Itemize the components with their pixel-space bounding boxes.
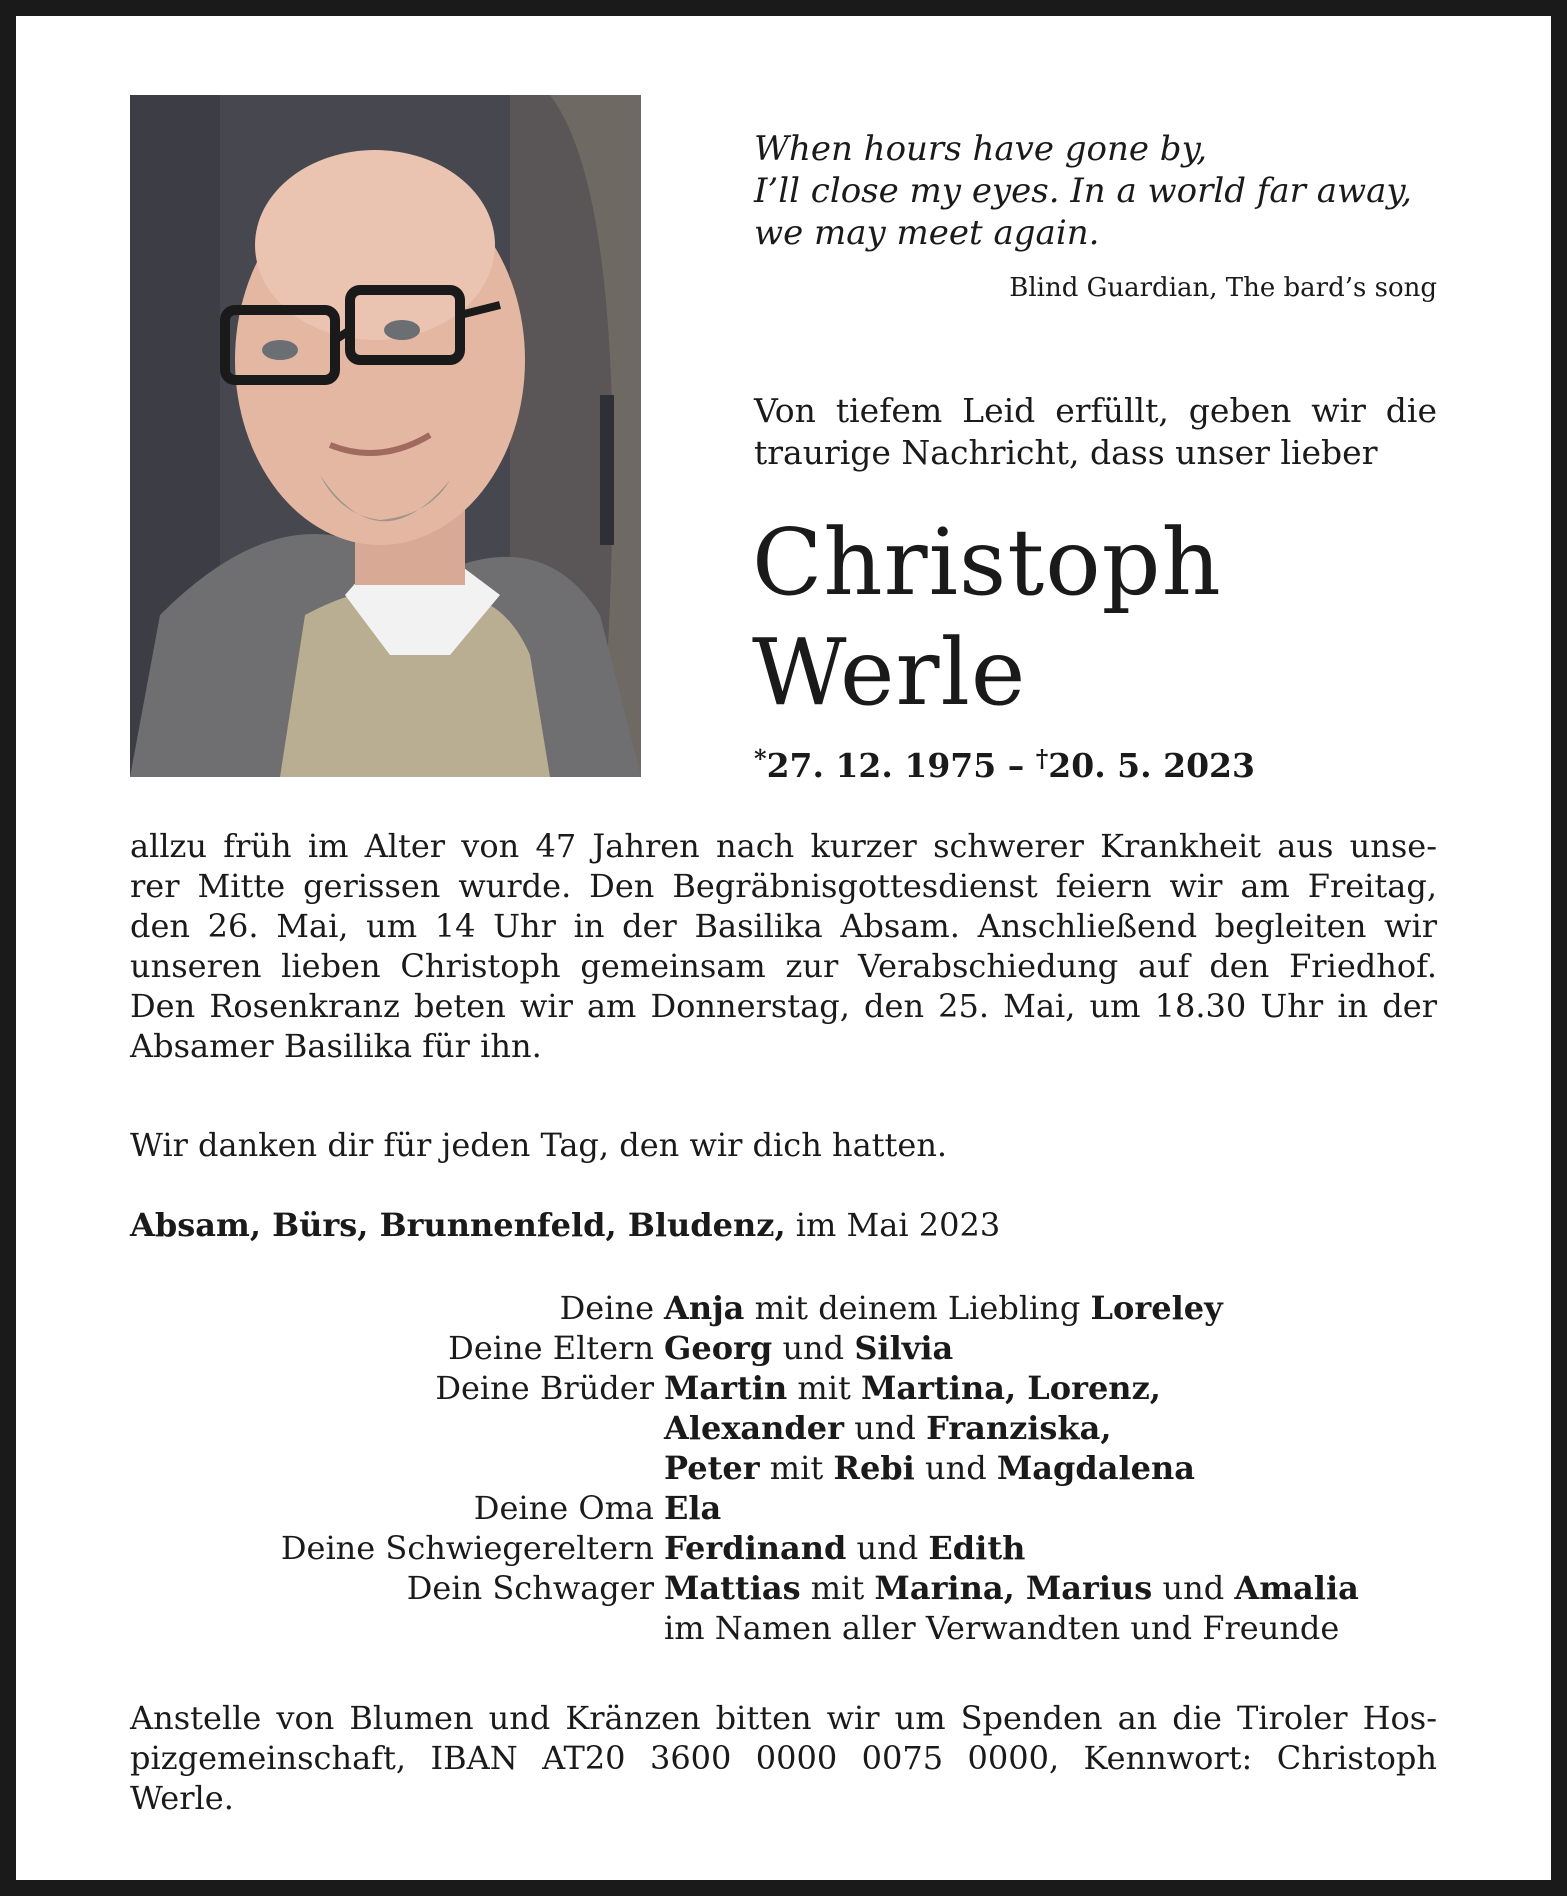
connector: und <box>844 1409 927 1447</box>
family-row <box>130 1528 1437 1568</box>
donation-line: pizgemeinschaft, IBAN AT20 3600 0000 0075 0000, Kennwort: Christoph <box>130 1739 1437 1777</box>
body-line: rer Mitte gerissen wurde. Den Begräbnisgottesdienst feiern wir am Freitag, <box>130 867 1437 905</box>
birth-symbol: * <box>754 744 767 773</box>
family-name: Rebi <box>833 1449 915 1487</box>
family-name: Edith <box>928 1529 1026 1567</box>
family-name: Martin <box>664 1369 788 1407</box>
relation-label: Deine <box>559 1289 654 1327</box>
life-dates <box>754 744 1255 785</box>
thanks-line: Wir danken dir für jeden Tag, den wir dich hatten. <box>130 1126 948 1164</box>
family-row <box>130 1488 1437 1528</box>
death-symbol: † <box>1035 744 1049 773</box>
family-name: Peter <box>664 1449 760 1487</box>
closing-note: im Namen aller Verwandten und Freunde <box>664 1609 1340 1647</box>
family-name: Ferdinand <box>664 1529 847 1567</box>
last-name: Werle <box>752 619 1027 726</box>
relation-label: Deine Eltern <box>448 1329 654 1367</box>
locations: Absam, Bürs, Brunnenfeld, Bludenz, <box>130 1206 786 1244</box>
relation-label: Dein Schwager <box>406 1569 654 1607</box>
relation-label: Deine Oma <box>473 1489 654 1527</box>
intro-text <box>754 390 1437 474</box>
epigraph-quote <box>754 128 1434 254</box>
family-name: Loreley <box>1090 1289 1223 1327</box>
announcement-body <box>130 826 1437 1066</box>
connector: und <box>1152 1569 1235 1607</box>
connector: und <box>772 1329 855 1367</box>
quote-line: we may meet again. <box>754 213 1100 253</box>
quote-line: When hours have gone by, <box>754 129 1208 169</box>
relation-label <box>130 1408 664 1448</box>
connector: und <box>914 1449 997 1487</box>
body-line: Absamer Basilika für ihn. <box>130 1027 542 1065</box>
first-name: Christoph <box>752 509 1222 616</box>
family-row <box>130 1568 1437 1608</box>
family-row <box>130 1328 1437 1368</box>
intro-line: traurige Nachricht, dass unser lieber <box>754 433 1378 472</box>
family-row <box>130 1368 1437 1408</box>
body-line: den 26. Mai, um 14 Uhr in der Basilika Absam. Anschließend begleiten wir <box>130 907 1437 945</box>
connector: mit deinem Liebling <box>744 1289 1091 1327</box>
family-name: Silvia <box>854 1329 954 1367</box>
body-line: allzu früh im Alter von 47 Jahren nach kurzer schwerer Krankheit aus unse- <box>130 827 1437 865</box>
family-row <box>130 1448 1437 1488</box>
deceased-name <box>752 508 1222 728</box>
family-name: Anja <box>664 1289 745 1327</box>
family-name: Georg <box>664 1329 773 1367</box>
relation-label: Deine Brüder <box>435 1369 654 1407</box>
quote-source: Blind Guardian, The bard’s song <box>1009 273 1437 303</box>
donation-line: Anstelle von Blumen und Kränzen bitten wir um Spenden an die Tiroler Hos- <box>130 1699 1437 1737</box>
birth-date: 27. 12. 1975 <box>766 746 997 785</box>
date-separator: – <box>996 746 1036 785</box>
donation-request <box>130 1698 1437 1818</box>
family-name: Magdalena <box>996 1449 1196 1487</box>
connector: mit <box>759 1449 834 1487</box>
place-date <box>130 1206 1000 1244</box>
month-year: im Mai 2023 <box>785 1206 1001 1244</box>
family-name: Martina, Lorenz, <box>861 1369 1161 1407</box>
family-row <box>130 1408 1437 1448</box>
portrait-photo <box>130 95 641 777</box>
donation-line: Werle. <box>130 1779 234 1817</box>
relation-label <box>130 1608 664 1648</box>
family-name: Marina, Marius <box>874 1569 1153 1607</box>
family-name: Amalia <box>1234 1569 1359 1607</box>
family-list <box>130 1288 1437 1648</box>
relation-label: Deine Schwiegereltern <box>280 1529 654 1567</box>
family-name: Franziska, <box>926 1409 1112 1447</box>
family-name: Ela <box>664 1489 722 1527</box>
family-row <box>130 1288 1437 1328</box>
death-date: 20. 5. 2023 <box>1048 746 1255 785</box>
family-row <box>130 1608 1437 1648</box>
family-name: Mattias <box>664 1569 801 1607</box>
intro-line: Von tiefem Leid erfüllt, geben wir die <box>754 391 1437 430</box>
relation-label <box>130 1448 664 1488</box>
connector: und <box>846 1529 929 1567</box>
quote-line: I’ll close my eyes. In a world far away, <box>754 171 1412 211</box>
connector: mit <box>800 1569 875 1607</box>
body-line: Den Rosenkranz beten wir am Donnerstag, den 25. Mai, um 18.30 Uhr in der <box>130 987 1437 1025</box>
family-name: Alexander <box>664 1409 845 1447</box>
connector: mit <box>787 1369 861 1407</box>
body-line: unseren lieben Christoph gemeinsam zur Verabschiedung auf den Friedhof. <box>130 947 1437 985</box>
